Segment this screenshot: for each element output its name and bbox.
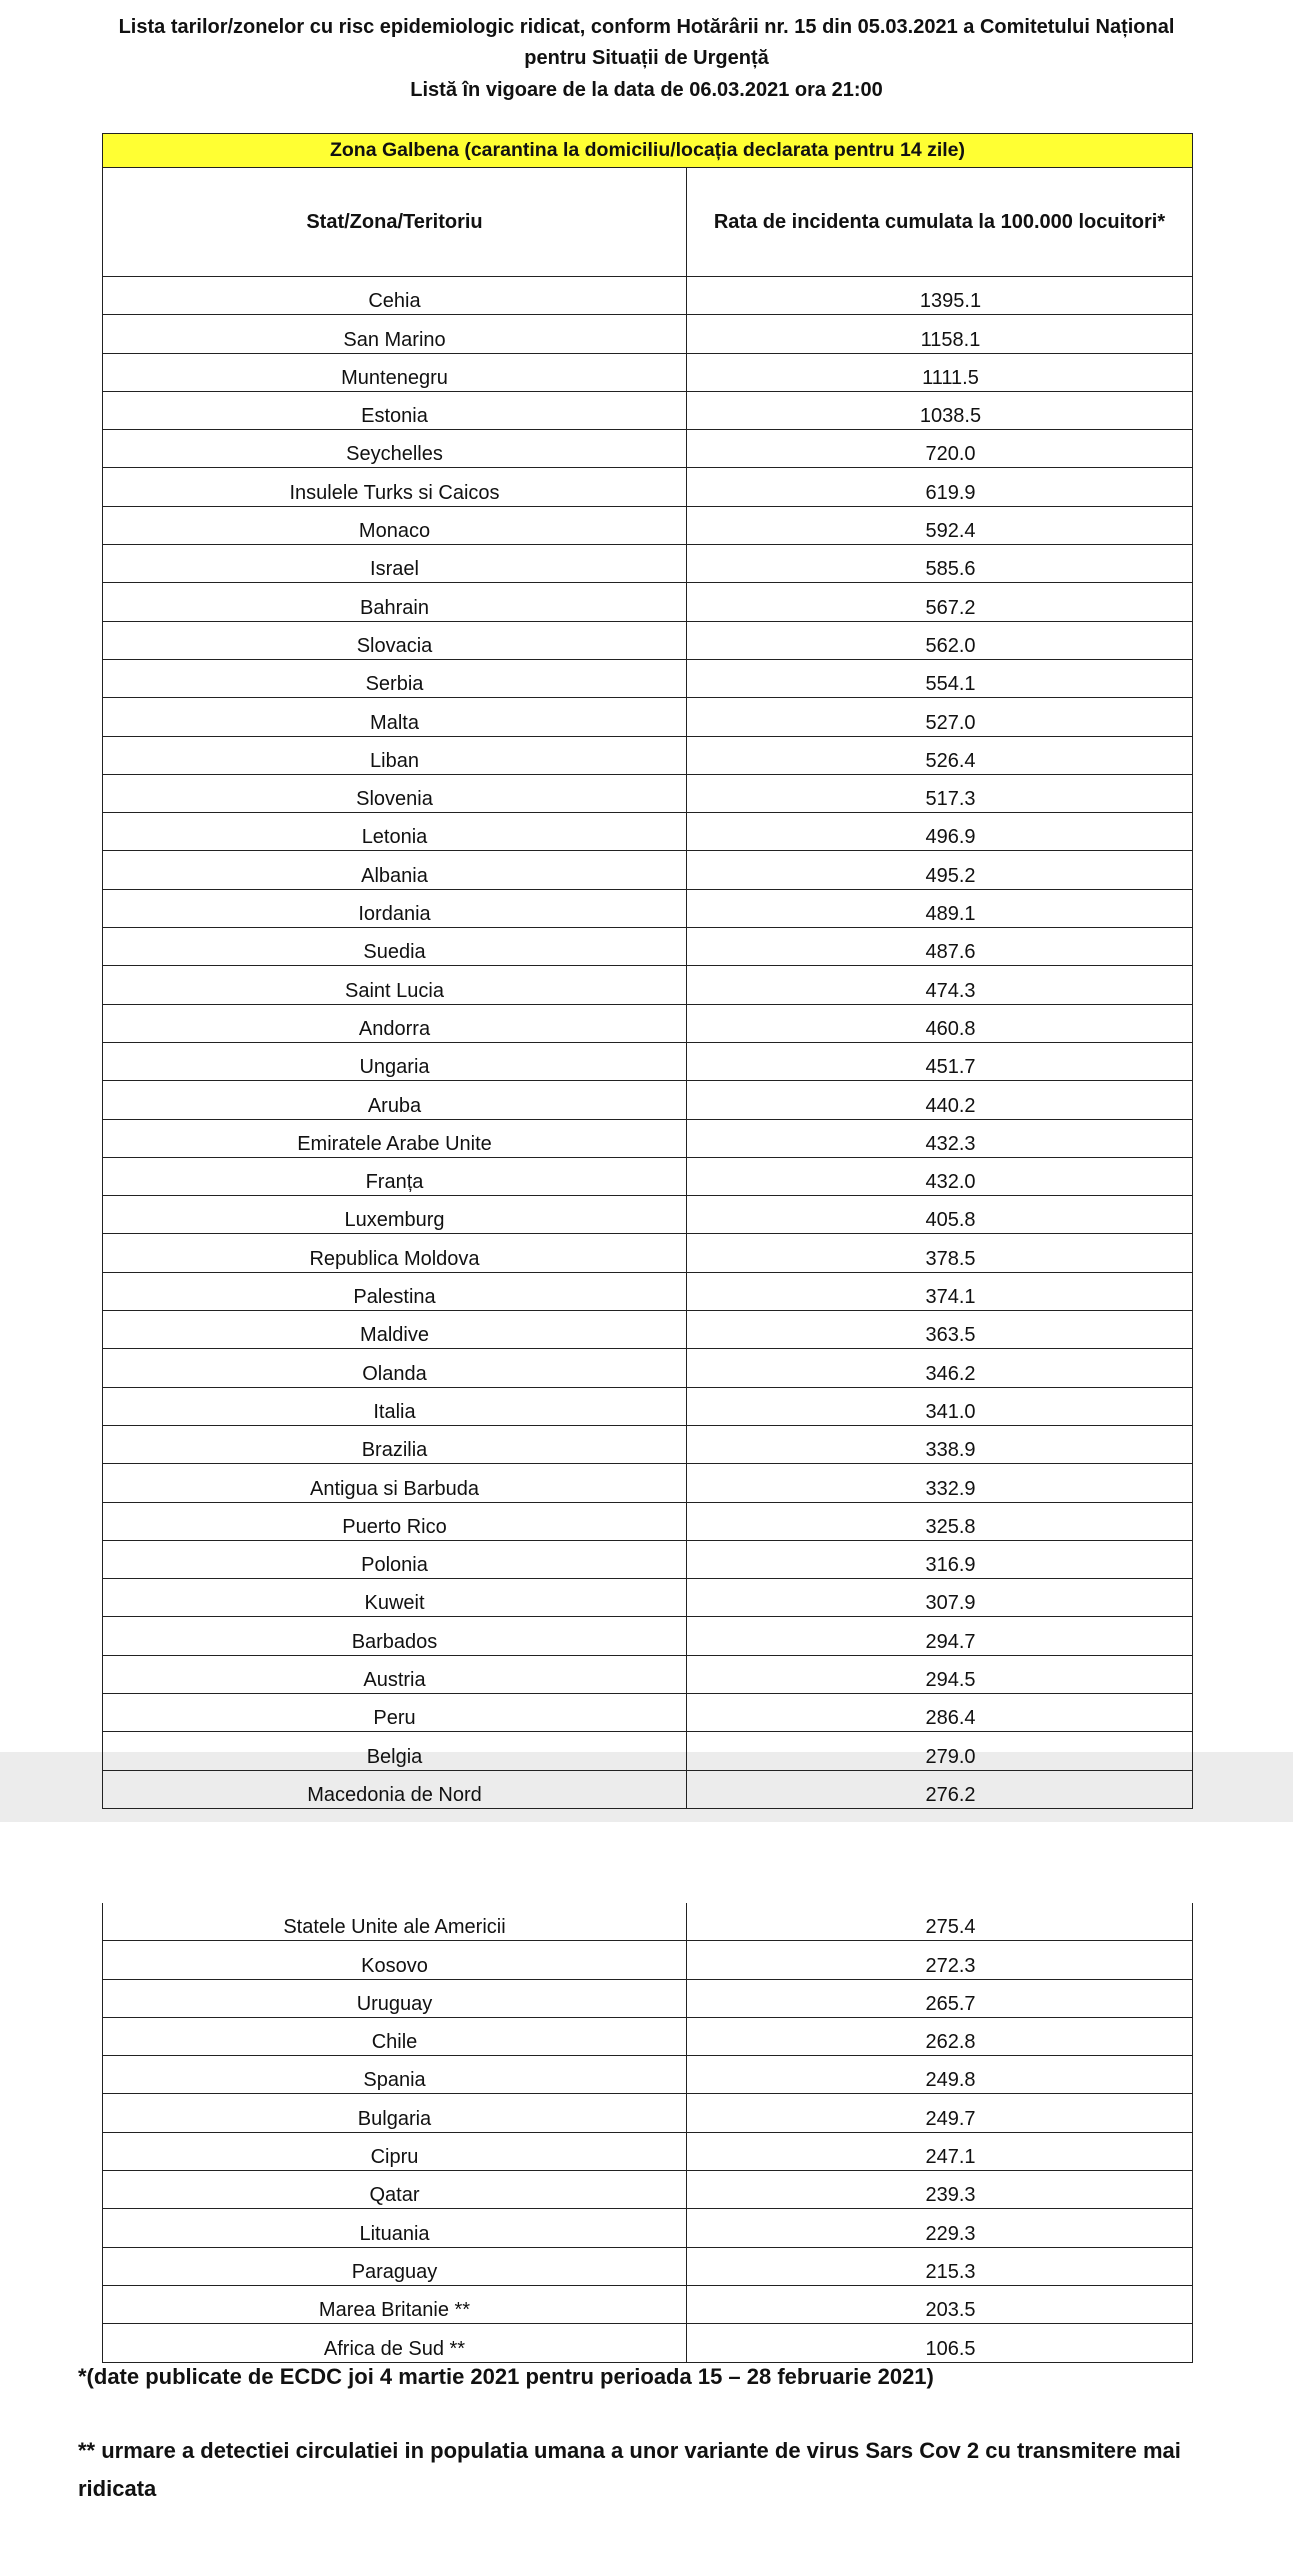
- table-row: [103, 1311, 1193, 1349]
- table-row: [103, 1081, 1193, 1119]
- incidence-rate-cell: 592.4: [687, 506, 1193, 544]
- country-cell: Italia: [103, 1387, 687, 1425]
- country-cell: Antigua si Barbuda: [103, 1464, 687, 1502]
- country-cell: Israel: [103, 545, 687, 583]
- incidence-rate-cell: 294.5: [687, 1655, 1193, 1693]
- zone-title: Zona Galbena (carantina la domiciliu/locația declarata pentru 14 zile): [103, 134, 1193, 168]
- table-row: [103, 2056, 1193, 2094]
- country-cell: Insulele Turks si Caicos: [103, 468, 687, 506]
- column-header-country: Stat/Zona/Teritoriu: [103, 168, 687, 277]
- table-row: [103, 1425, 1193, 1463]
- incidence-rate-cell: 229.3: [687, 2209, 1193, 2247]
- country-cell: Franța: [103, 1157, 687, 1195]
- incidence-rate-cell: 517.3: [687, 774, 1193, 812]
- incidence-rate-cell: 378.5: [687, 1234, 1193, 1272]
- incidence-rate-cell: 307.9: [687, 1579, 1193, 1617]
- country-cell: Aruba: [103, 1081, 687, 1119]
- country-cell: Palestina: [103, 1272, 687, 1310]
- incidence-rate-cell: 1111.5: [687, 353, 1193, 391]
- incidence-rate-cell: 247.1: [687, 2132, 1193, 2170]
- incidence-rate-cell: 338.9: [687, 1425, 1193, 1463]
- incidence-rate-cell: 432.0: [687, 1157, 1193, 1195]
- table-row: [103, 391, 1193, 429]
- table-row: [103, 1349, 1193, 1387]
- country-cell: Austria: [103, 1655, 687, 1693]
- incidence-rate-cell: 720.0: [687, 430, 1193, 468]
- incidence-rate-cell: 276.2: [687, 1770, 1193, 1808]
- country-cell: Olanda: [103, 1349, 687, 1387]
- country-cell: Muntenegru: [103, 353, 687, 391]
- incidence-rate-cell: 1158.1: [687, 315, 1193, 353]
- country-cell: Kuweit: [103, 1579, 687, 1617]
- country-cell: Macedonia de Nord: [103, 1770, 687, 1808]
- table-row: [103, 1941, 1193, 1979]
- footnote-ecdc-source: *(date publicate de ECDC joi 4 martie 2021 pentru perioada 15 – 28 februarie 2021): [78, 2364, 934, 2389]
- zone-header-row: [103, 134, 1193, 168]
- country-cell: Lituania: [103, 2209, 687, 2247]
- table-row: [103, 2209, 1193, 2247]
- risk-zone-table-continuation: [102, 1903, 1193, 2363]
- country-cell: Africa de Sud **: [103, 2324, 687, 2362]
- incidence-rate-cell: 332.9: [687, 1464, 1193, 1502]
- incidence-rate-cell: 272.3: [687, 1941, 1193, 1979]
- table-row: [103, 1157, 1193, 1195]
- country-cell: Suedia: [103, 928, 687, 966]
- incidence-rate-cell: 341.0: [687, 1387, 1193, 1425]
- incidence-rate-cell: 527.0: [687, 698, 1193, 736]
- table-row: [103, 889, 1193, 927]
- incidence-rate-cell: 363.5: [687, 1311, 1193, 1349]
- incidence-rate-cell: 279.0: [687, 1732, 1193, 1770]
- country-cell: Puerto Rico: [103, 1502, 687, 1540]
- incidence-rate-cell: 567.2: [687, 583, 1193, 621]
- table-row: [103, 736, 1193, 774]
- country-cell: Liban: [103, 736, 687, 774]
- country-cell: Statele Unite ale Americii: [103, 1903, 687, 1941]
- incidence-rate-cell: 262.8: [687, 2017, 1193, 2055]
- incidence-rate-cell: 496.9: [687, 813, 1193, 851]
- table-row: [103, 1272, 1193, 1310]
- country-cell: Serbia: [103, 659, 687, 697]
- incidence-rate-cell: 619.9: [687, 468, 1193, 506]
- table-row: [103, 1979, 1193, 2017]
- table-row: [103, 1196, 1193, 1234]
- incidence-rate-cell: 432.3: [687, 1119, 1193, 1157]
- table-row: [103, 813, 1193, 851]
- country-cell: Monaco: [103, 506, 687, 544]
- table-row: [103, 659, 1193, 697]
- incidence-rate-cell: 554.1: [687, 659, 1193, 697]
- table-row: [103, 966, 1193, 1004]
- incidence-rate-cell: 325.8: [687, 1502, 1193, 1540]
- incidence-rate-cell: 239.3: [687, 2171, 1193, 2209]
- incidence-rate-cell: 265.7: [687, 1979, 1193, 2017]
- table-row: [103, 774, 1193, 812]
- table-row: [103, 2132, 1193, 2170]
- table-row: [103, 1234, 1193, 1272]
- country-cell: Brazilia: [103, 1425, 687, 1463]
- country-cell: Uruguay: [103, 1979, 687, 2017]
- incidence-rate-cell: 294.7: [687, 1617, 1193, 1655]
- incidence-rate-cell: 460.8: [687, 1004, 1193, 1042]
- table-row: [103, 1655, 1193, 1693]
- incidence-rate-cell: 249.8: [687, 2056, 1193, 2094]
- table-row: [103, 1387, 1193, 1425]
- table-row: [103, 2324, 1193, 2362]
- incidence-rate-cell: 374.1: [687, 1272, 1193, 1310]
- table-row: [103, 277, 1193, 315]
- incidence-rate-cell: 474.3: [687, 966, 1193, 1004]
- incidence-rate-cell: 526.4: [687, 736, 1193, 774]
- table-row: [103, 1042, 1193, 1080]
- incidence-rate-cell: 203.5: [687, 2285, 1193, 2323]
- table-row: [103, 353, 1193, 391]
- table-row: [103, 1903, 1193, 1941]
- country-cell: Kosovo: [103, 1941, 687, 1979]
- table-row: [103, 2247, 1193, 2285]
- table-row: [103, 315, 1193, 353]
- incidence-rate-cell: 286.4: [687, 1693, 1193, 1731]
- country-cell: Polonia: [103, 1540, 687, 1578]
- table-row: [103, 928, 1193, 966]
- incidence-rate-cell: 275.4: [687, 1903, 1193, 1941]
- document-title-line-1: Lista tarilor/zonelor cu risc epidemiologic ridicat, conform Hotărârii nr. 15 din 05.03.2021 a Comitetului Național: [118, 16, 1175, 38]
- table-row: [103, 1464, 1193, 1502]
- country-cell: Slovenia: [103, 774, 687, 812]
- table-row: [103, 1119, 1193, 1157]
- country-cell: Maldive: [103, 1311, 687, 1349]
- incidence-rate-cell: 562.0: [687, 621, 1193, 659]
- country-cell: Chile: [103, 2017, 687, 2055]
- incidence-rate-cell: 440.2: [687, 1081, 1193, 1119]
- table-row: [103, 1617, 1193, 1655]
- validity-date-line: Listă în vigoare de la data de 06.03.2021 ora 21:00: [410, 79, 883, 101]
- table-row: [103, 851, 1193, 889]
- footnote-variants: ** urmare a detectiei circulatiei in populatia umana a unor variante de virus Sars Cov 2 cu transmitere mai ridicata: [78, 2438, 1181, 2501]
- country-cell: Marea Britanie **: [103, 2285, 687, 2323]
- country-cell: Luxemburg: [103, 1196, 687, 1234]
- country-cell: Slovacia: [103, 621, 687, 659]
- document-title-line-2: pentru Situații de Urgență: [524, 47, 769, 69]
- incidence-rate-cell: 585.6: [687, 545, 1193, 583]
- country-cell: Belgia: [103, 1732, 687, 1770]
- table-row: [103, 1693, 1193, 1731]
- table-row: [103, 1732, 1193, 1770]
- country-cell: Andorra: [103, 1004, 687, 1042]
- country-cell: Bahrain: [103, 583, 687, 621]
- incidence-rate-cell: 215.3: [687, 2247, 1193, 2285]
- country-cell: Bulgaria: [103, 2094, 687, 2132]
- risk-zone-table: [102, 133, 1193, 1809]
- incidence-rate-cell: 487.6: [687, 928, 1193, 966]
- table-row: [103, 1540, 1193, 1578]
- country-cell: Ungaria: [103, 1042, 687, 1080]
- incidence-rate-cell: 249.7: [687, 2094, 1193, 2132]
- incidence-rate-cell: 1038.5: [687, 391, 1193, 429]
- table-row: [103, 468, 1193, 506]
- table-row: [103, 506, 1193, 544]
- table-row: [103, 1502, 1193, 1540]
- incidence-rate-cell: 405.8: [687, 1196, 1193, 1234]
- country-cell: Qatar: [103, 2171, 687, 2209]
- table-row: [103, 1004, 1193, 1042]
- country-cell: Seychelles: [103, 430, 687, 468]
- incidence-rate-cell: 451.7: [687, 1042, 1193, 1080]
- country-cell: Cehia: [103, 277, 687, 315]
- incidence-rate-cell: 316.9: [687, 1540, 1193, 1578]
- country-cell: Emiratele Arabe Unite: [103, 1119, 687, 1157]
- table-row: [103, 2171, 1193, 2209]
- table-row: [103, 430, 1193, 468]
- table-row: [103, 1579, 1193, 1617]
- table-row: [103, 698, 1193, 736]
- incidence-rate-cell: 1395.1: [687, 277, 1193, 315]
- country-cell: Paraguay: [103, 2247, 687, 2285]
- country-cell: Peru: [103, 1693, 687, 1731]
- incidence-rate-cell: 489.1: [687, 889, 1193, 927]
- country-cell: Spania: [103, 2056, 687, 2094]
- incidence-rate-cell: 106.5: [687, 2324, 1193, 2362]
- country-cell: Letonia: [103, 813, 687, 851]
- country-cell: Malta: [103, 698, 687, 736]
- incidence-rate-cell: 346.2: [687, 1349, 1193, 1387]
- country-cell: Estonia: [103, 391, 687, 429]
- incidence-rate-cell: 495.2: [687, 851, 1193, 889]
- table-row: [103, 2094, 1193, 2132]
- table-row: [103, 1770, 1193, 1808]
- table-row: [103, 545, 1193, 583]
- country-cell: Cipru: [103, 2132, 687, 2170]
- table-row: [103, 2017, 1193, 2055]
- country-cell: Iordania: [103, 889, 687, 927]
- country-cell: Republica Moldova: [103, 1234, 687, 1272]
- column-header-rate: Rata de incidenta cumulata la 100.000 locuitori*: [687, 168, 1193, 277]
- table-row: [103, 583, 1193, 621]
- country-cell: Barbados: [103, 1617, 687, 1655]
- table-row: [103, 621, 1193, 659]
- country-cell: San Marino: [103, 315, 687, 353]
- column-header-row: [103, 168, 1193, 277]
- country-cell: Saint Lucia: [103, 966, 687, 1004]
- country-cell: Albania: [103, 851, 687, 889]
- table-row: [103, 2285, 1193, 2323]
